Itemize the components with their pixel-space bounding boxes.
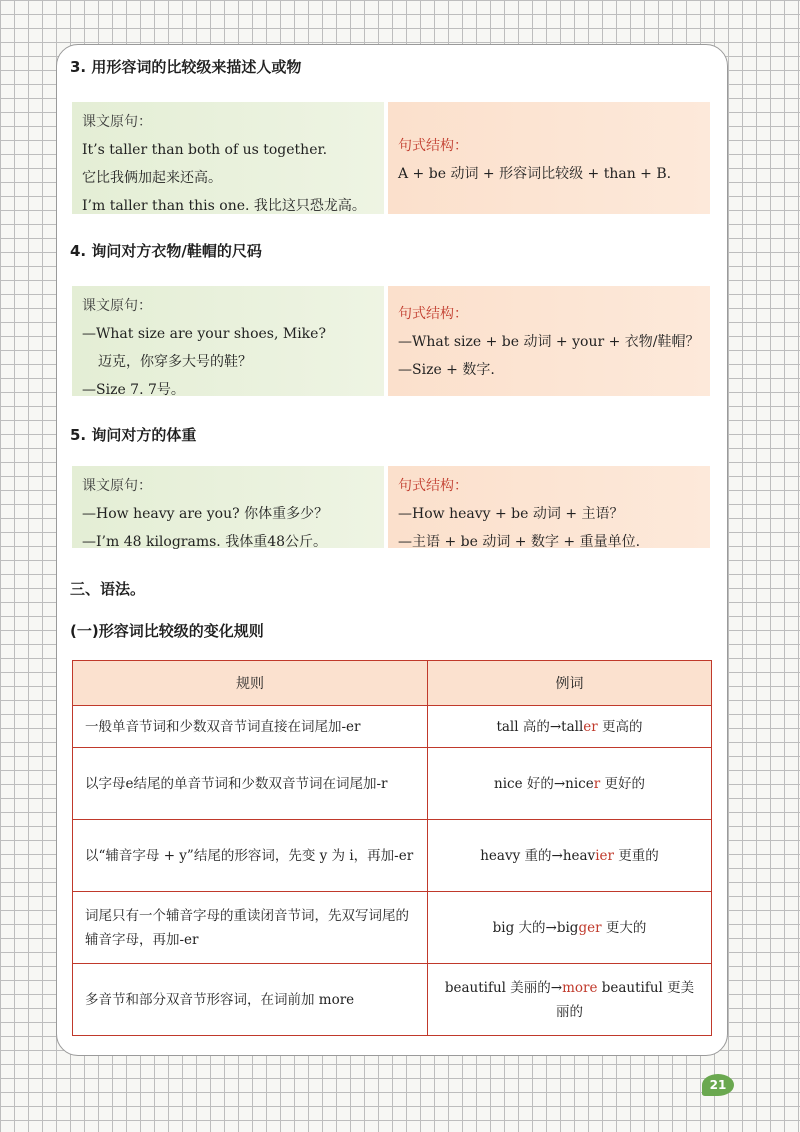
section-5-pattern-box [388, 466, 710, 548]
table-row [73, 892, 712, 964]
example-meaning: 更重的 [613, 847, 659, 864]
section-5-pattern-line: —How heavy + be 动词 + 主语？ [398, 506, 624, 522]
section-3-heading: 3. 用形容词的比较级来描述人或物 [70, 58, 302, 76]
table-header-row [73, 661, 712, 706]
section-5-pattern-label: 句式结构： [398, 478, 468, 494]
section-5-source-line: —I’m 48 kilograms. 我体重48公斤。 [82, 534, 328, 550]
section-3-source-label: 课文原句： [82, 114, 152, 130]
example-suffix: r [593, 775, 601, 792]
section-4-source-line: —Size 7. 7号。 [82, 382, 185, 398]
example-meaning: 更好的 [600, 775, 645, 792]
section-5-heading: 5. 询问对方的体重 [70, 426, 197, 444]
section-3-source-box [72, 102, 384, 214]
grammar-title: 三、语法。 [70, 580, 146, 598]
example-base: heavy 重的→heav [480, 847, 596, 864]
example-suffix: more [562, 979, 598, 996]
section-3-source-line: It’s taller than both of us together. [82, 142, 328, 158]
example-base: beautiful 美丽的→ [444, 979, 563, 996]
example-cell [428, 748, 712, 820]
section-4-pattern-label: 句式结构： [398, 306, 468, 322]
section-4-source-label: 课文原句： [82, 298, 152, 314]
page-number-badge: 21 [702, 1074, 734, 1096]
example-cell [428, 820, 712, 892]
section-3-source-line: 它比我俩加起来还高。 [82, 170, 222, 186]
example-meaning: beautiful 更美丽的 [556, 979, 695, 1020]
example-cell [428, 892, 712, 964]
section-5-source-box [72, 466, 384, 548]
example-base: big 大的→big [492, 919, 579, 936]
section-4-source-line: 迈克，你穿多大号的鞋？ [98, 354, 252, 370]
example-base: tall 高的→tall [496, 718, 584, 735]
rule-cell: 多音节和部分双音节形容词，在词前加 more [73, 964, 428, 1036]
section-4-pattern-box [388, 286, 710, 396]
example-suffix: ier [595, 847, 614, 864]
section-4-heading: 4. 询问对方衣物/鞋帽的尺码 [70, 242, 262, 260]
grammar-subtitle: (一)形容词比较级的变化规则 [70, 622, 264, 640]
table-row [73, 964, 712, 1036]
comparative-rules-table [72, 660, 712, 1036]
rule-cell: 词尾只有一个辅音字母的重读闭音节词，先双写词尾的辅音字母，再加-er [73, 892, 428, 964]
example-suffix: er [583, 718, 598, 735]
example-suffix: ger [578, 919, 602, 936]
rule-cell: 以“辅音字母 + y”结尾的形容词，先变 y 为 i，再加-er [73, 820, 428, 892]
section-5-pattern-line: —主语 + be 动词 + 数字 + 重量单位. [398, 534, 641, 550]
table-row [73, 820, 712, 892]
section-5-source-label: 课文原句： [82, 478, 152, 494]
section-3-source-line: I’m taller than this one. 我比这只恐龙高。 [82, 198, 366, 214]
example-cell [428, 706, 712, 748]
table-row [73, 706, 712, 748]
table-row [73, 748, 712, 820]
section-4-pattern-line: —What size + be 动词 + your + 衣物/鞋帽？ [398, 334, 700, 350]
example-meaning: 更大的 [601, 919, 647, 936]
section-4-source-line: —What size are your shoes, Mike? [82, 326, 326, 342]
section-4-pattern-line: —Size + 数字. [398, 362, 495, 378]
example-cell [428, 964, 712, 1036]
example-column-header: 例词 [428, 661, 712, 706]
rule-column-header: 规则 [73, 661, 428, 706]
example-meaning: 更高的 [597, 718, 643, 735]
section-3-pattern-box [388, 102, 710, 214]
rule-cell: 以字母e结尾的单音节词和少数双音节词在词尾加-r [73, 748, 428, 820]
example-base: nice 好的→nice [494, 775, 594, 792]
section-4-source-box [72, 286, 384, 396]
section-3-pattern-label: 句式结构： [398, 138, 468, 154]
section-5-source-line: —How heavy are you? 你体重多少？ [82, 506, 329, 522]
rule-cell: 一般单音节词和少数双音节词直接在词尾加-er [73, 706, 428, 748]
section-3-pattern-line: A + be 动词 + 形容词比较级 + than + B. [398, 166, 672, 182]
